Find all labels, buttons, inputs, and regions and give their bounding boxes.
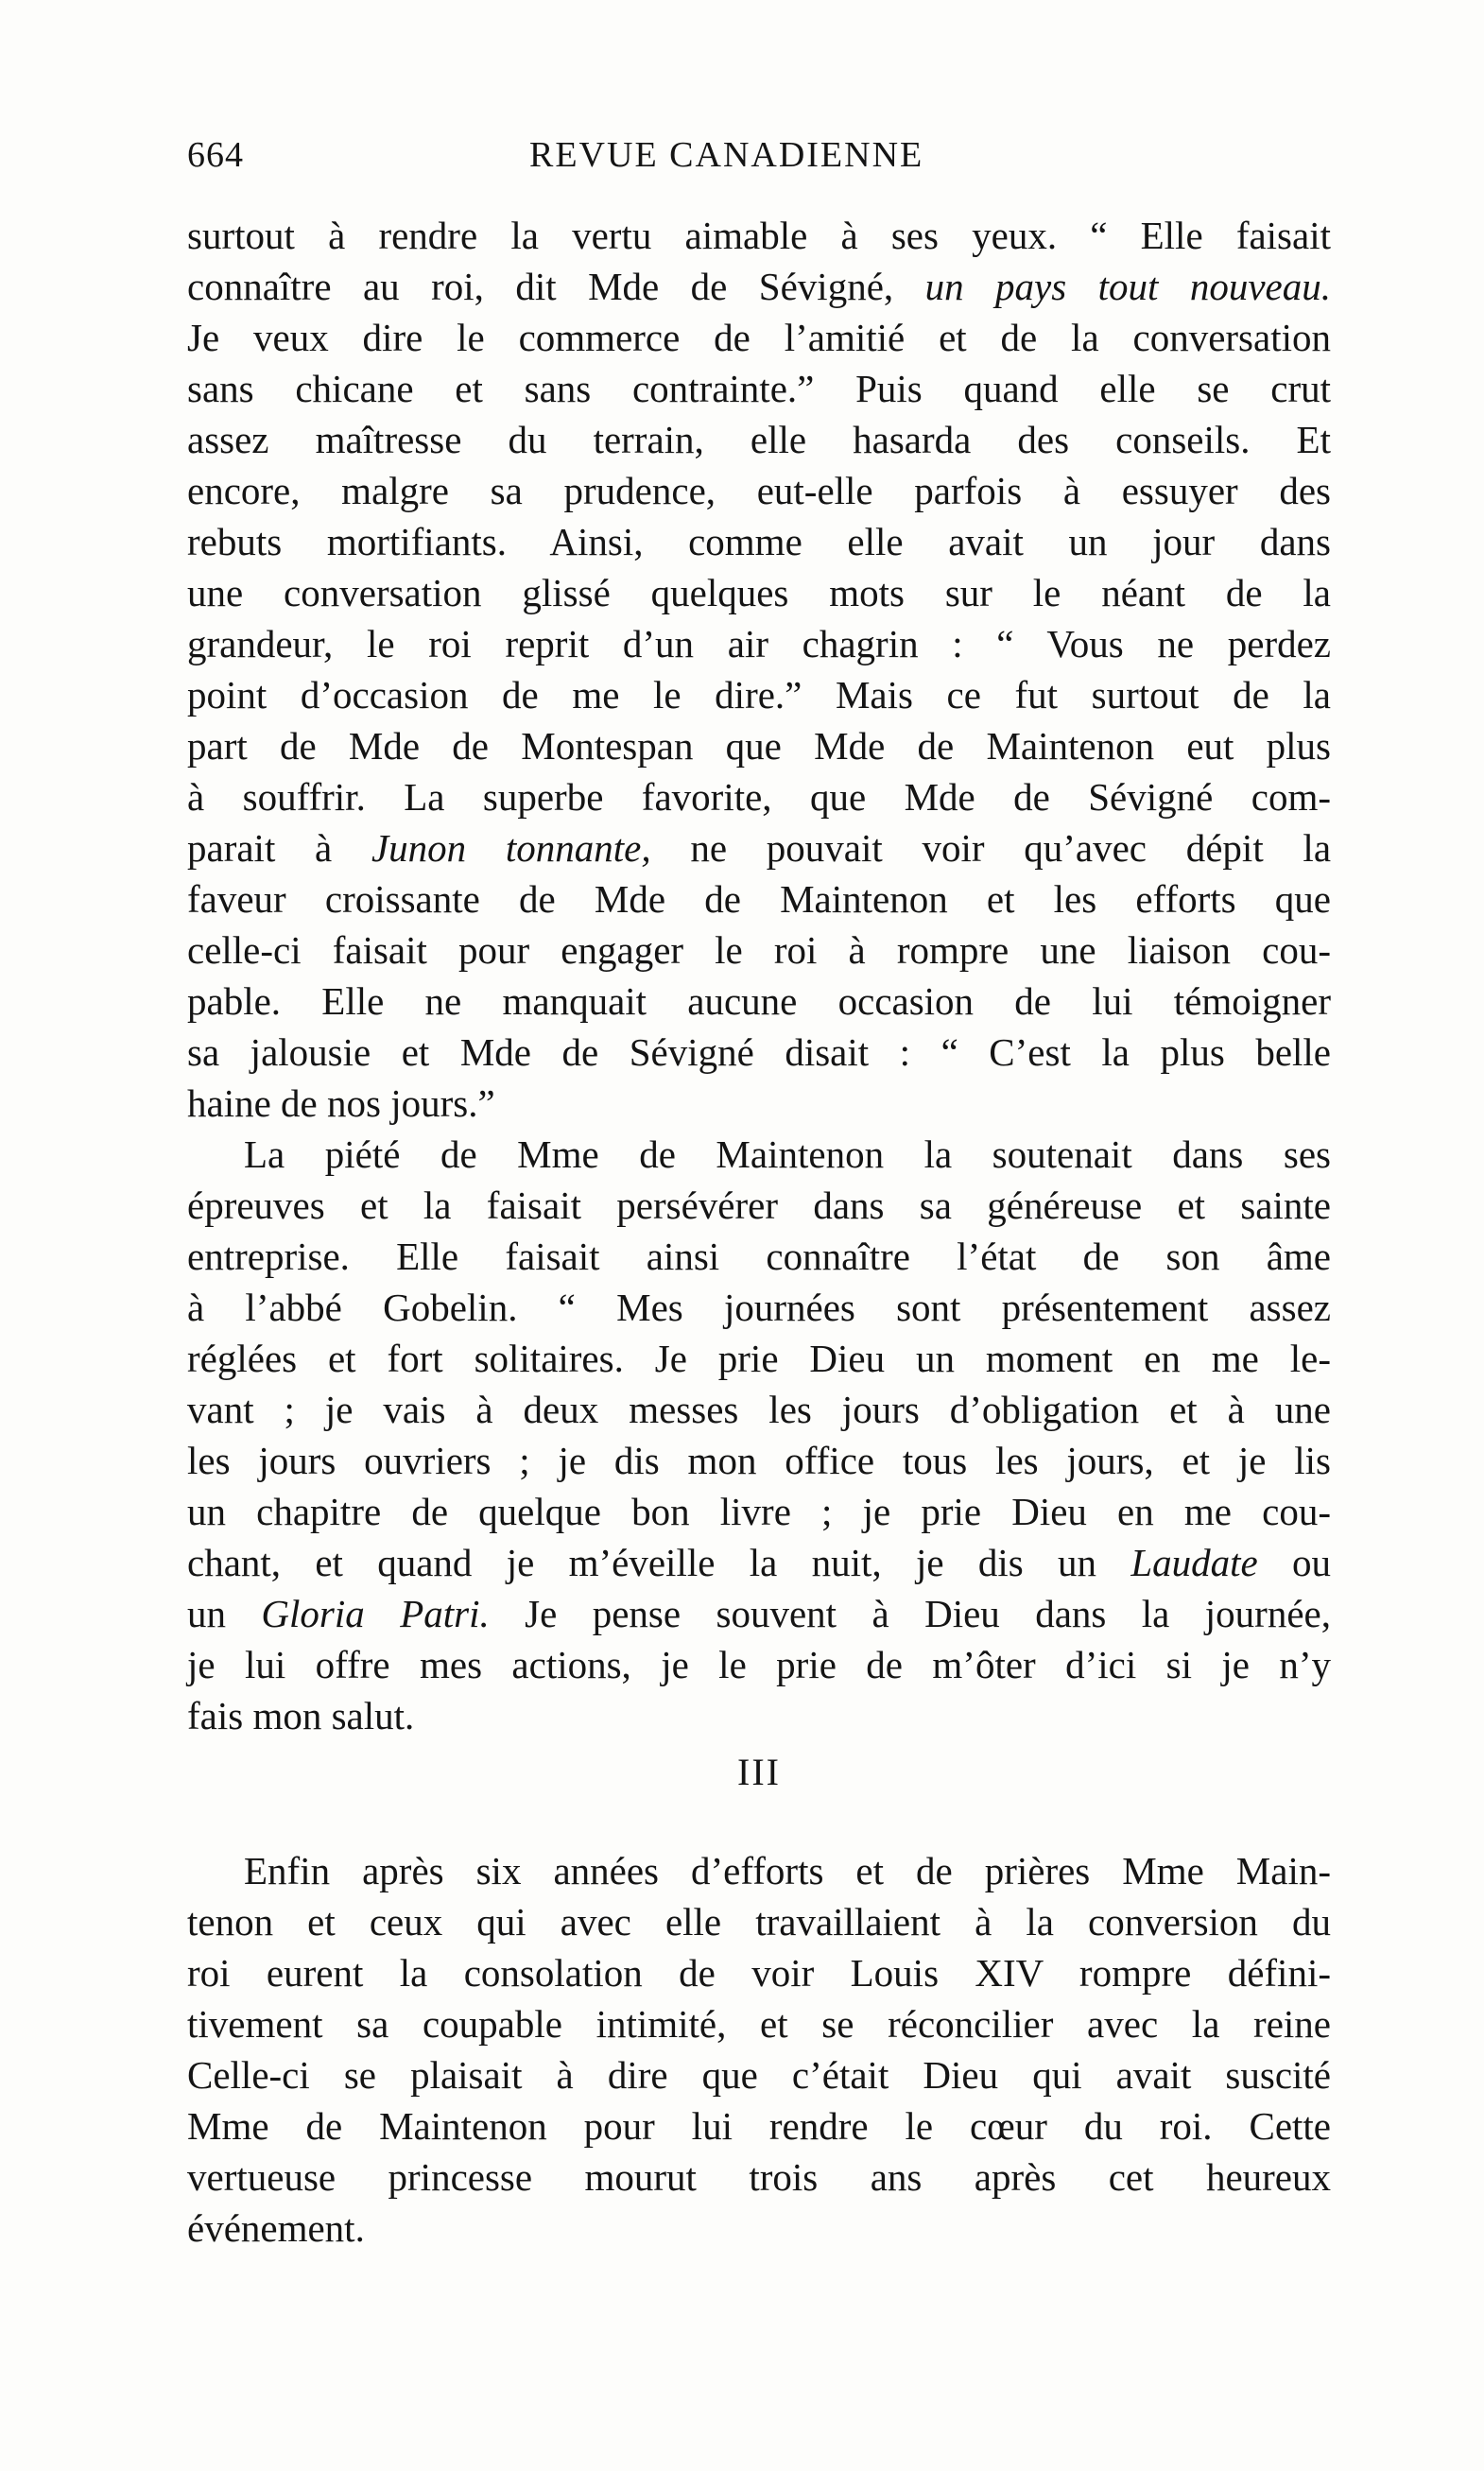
text-line: épreuves et la faisait persévérer dans sa généreuse et sainte	[187, 1184, 1331, 1227]
text-span: un	[187, 1592, 226, 1635]
text-line	[187, 1537, 1331, 1588]
text-line: tenon et ceux qui avec elle travaillaient à la conversion du	[187, 1900, 1331, 1944]
text-line: point d’occasion de me le dire.” Mais ce fut surtout de la	[187, 673, 1331, 717]
text-line	[187, 261, 1331, 312]
text-line: sa jalousie et Mde de Sévigné disait : “ C’est la plus belle	[187, 1030, 1331, 1074]
text-line: encore, malgre sa prudence, eut-elle parfois à essuyer des	[187, 469, 1331, 512]
text-line: Celle-ci se plaisait à dire que c’était Dieu qui avait suscité	[187, 2053, 1331, 2097]
text-line: rebuts mortifiants. Ainsi, comme elle avait un jour dans	[187, 520, 1331, 563]
text-span: ou	[1292, 1541, 1332, 1584]
text-line: part de Mde de Montespan que Mde de Maintenon eut plus	[187, 724, 1331, 768]
text-span: connaître au roi, dit Mde de Sévigné,	[187, 265, 894, 308]
paragraph-3	[187, 1845, 1331, 2254]
text-line	[187, 822, 1331, 873]
text-line: vertueuse princesse mourut trois ans après cet heureux	[187, 2155, 1331, 2199]
running-title: REVUE CANADIENNE	[529, 135, 924, 175]
text-line: surtout à rendre la vertu aimable à ses yeux. “ Elle faisait	[187, 214, 1331, 257]
text-line: vant ; je vais à deux messes les jours d’obligation et à une	[187, 1388, 1331, 1431]
text-line: sans chicane et sans contrainte.” Puis quand elle se crut	[187, 367, 1331, 410]
text-line: celle-ci faisait pour engager le roi à rompre une liaison cou-	[187, 928, 1331, 972]
text-span: parait à	[187, 826, 333, 870]
italic-span: Gloria Patri.	[261, 1592, 490, 1635]
italic-span: Laudate	[1130, 1541, 1258, 1584]
text-line: assez maîtresse du terrain, elle hasarda des conseils. Et	[187, 418, 1331, 461]
text-line: haine de nos jours.”	[187, 1081, 495, 1125]
text-span: chant, et quand je m’éveille la nuit, je dis un	[187, 1541, 1096, 1584]
text-line: à souffrir. La superbe favorite, que Mde de Sévigné com-	[187, 775, 1331, 819]
section-heading: III	[737, 1751, 781, 1793]
italic-span: Junon tonnante,	[371, 826, 651, 870]
text-line: un chapitre de quelque bon livre ; je prie Dieu en me cou-	[187, 1490, 1331, 1533]
body-text	[187, 210, 1331, 2254]
italic-span: un pays tout nouveau.	[924, 265, 1331, 308]
text-line	[187, 1588, 1331, 1639]
paragraph-1	[187, 210, 1331, 1129]
text-span: Je pense souvent à Dieu dans la journée,	[525, 1592, 1331, 1635]
paragraph-2	[187, 1129, 1331, 1741]
text-line: roi eurent la consolation de voir Louis XIV rompre défini-	[187, 1951, 1331, 1995]
text-line: tivement sa coupable intimité, et se réconcilier avec la reine	[187, 2002, 1331, 2046]
page-header	[187, 134, 1331, 191]
text-line: entreprise. Elle faisait ainsi connaître l’état de son âme	[187, 1235, 1331, 1278]
text-line: Enfin après six années d’efforts et de prières Mme Main-	[244, 1849, 1331, 1892]
text-line: faveur croissante de Mde de Maintenon et les efforts que	[187, 877, 1331, 921]
text-line: La piété de Mme de Maintenon la soutenait dans ses	[244, 1132, 1331, 1176]
text-line: Mme de Maintenon pour lui rendre le cœur du roi. Cette	[187, 2104, 1331, 2148]
text-line: grandeur, le roi reprit d’un air chagrin : “ Vous ne perdez	[187, 622, 1331, 665]
text-line: fais mon salut.	[187, 1694, 415, 1737]
text-line: réglées et fort solitaires. Je prie Dieu un moment en me le-	[187, 1337, 1331, 1380]
text-line: les jours ouvriers ; je dis mon office tous les jours, et je lis	[187, 1439, 1331, 1482]
text-line: une conversation glissé quelques mots sur le néant de la	[187, 571, 1331, 614]
text-line: Je veux dire le commerce de l’amitié et de la conversation	[187, 316, 1331, 359]
text-line: je lui offre mes actions, je le prie de m’ôter d’ici si je n’y	[187, 1643, 1331, 1686]
text-line: à l’abbé Gobelin. “ Mes journées sont présentement assez	[187, 1286, 1331, 1329]
text-line: événement.	[187, 2206, 365, 2250]
text-line: pable. Elle ne manquait aucune occasion de lui témoigner	[187, 979, 1331, 1023]
text-span: ne pouvait voir qu’avec dépit la	[690, 826, 1332, 870]
page-number: 664	[187, 135, 244, 175]
